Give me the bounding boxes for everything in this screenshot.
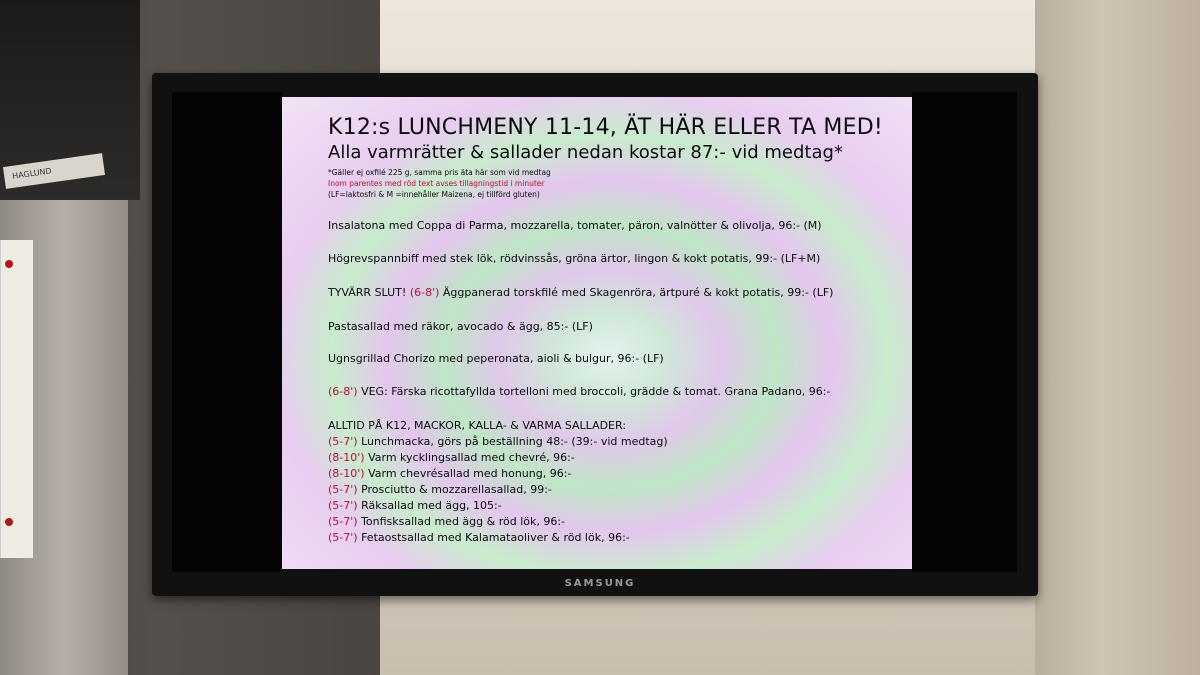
cook-time-tag: (8-10') [328,467,365,480]
menu-screen [282,97,912,569]
cook-time-tag: (6-8') [328,385,358,398]
always-heading: ALLTID PÅ K12, MACKOR, KALLA- & VARMA SALLADER: [328,419,627,432]
always-item: (8-10') Varm chevrésallad med honung, 96:- [328,467,572,480]
pin-icon [5,518,13,526]
tv-black-bar-left [172,92,282,572]
tv-black-bar-right [912,92,1017,572]
menu-subtitle: Alla varmrätter & sallader nedan kostar 87:- vid medtag* [328,142,843,163]
cook-time-tag: (5-7') [328,435,358,448]
cook-time-tag: (6-8') [409,286,440,299]
always-item: (5-7') Prosciutto & mozzarellasallad, 99:- [328,483,552,496]
always-item: (8-10') Varm kycklingsallad med chevré, 96:- [328,451,575,464]
cook-time-tag: (8-10') [328,451,365,464]
dish-item: Pastasallad med räkor, avocado & ägg, 85:- (LF) [328,320,593,333]
menu-note: (LF=laktosfri & M =innehåller Maizena, ej tillförd gluten) [328,190,540,199]
dish-item: Ugnsgrillad Chorizo med peperonata, aioli & bulgur, 96:- (LF) [328,352,664,365]
wall-pillar [1035,0,1200,675]
cook-time-tag: (5-7') [328,499,358,512]
always-item: (5-7') Lunchmacka, görs på beställning 48:- (39:- vid medtag) [328,435,668,448]
always-item: (5-7') Tonfisksallad med ägg & röd lök, 96:- [328,515,566,528]
paper-sheet [0,240,33,558]
cook-time-tag: (5-7') [328,531,358,544]
dish-item: (6-8') VEG: Färska ricottafyllda tortelloni med broccoli, grädde & tomat. Grana Padano, 96:- [328,385,831,398]
brand-plate: HAGLUND [3,153,105,189]
menu-note: Inom parentes med röd text avses tillagningstid i minuter [328,179,545,188]
dish-item: TYVÄRR SLUT! (6-8') Äggpanerad torskfilé med Skagenröra, ärtpuré & kokt potatis, 99:- (LF) [328,286,834,299]
pin-icon [5,260,13,268]
dish-item: Högrevspannbiff med stek lök, rödvinssås, gröna ärtor, lingon & kokt potatis, 99:- (LF+M) [328,252,821,265]
menu-note: *Gäller ej oxfilé 225 g, samma pris äta här som vid medtag [328,168,551,177]
menu-title: K12:s LUNCHMENY 11-14, ÄT HÄR ELLER TA MED! [328,115,883,140]
cook-time-tag: (5-7') [328,515,358,528]
dish-item: Insalatona med Coppa di Parma, mozzarella, tomater, päron, valnötter & olivolja, 96:- (M) [328,219,822,232]
cook-time-tag: (5-7') [328,483,358,496]
always-item: (5-7') Fetaostsallad med Kalamataoliver & röd lök, 96:- [328,531,630,544]
tv-brand-logo: SAMSUNG [564,578,636,589]
always-item: (5-7') Räksallad med ägg, 105:- [328,499,502,512]
